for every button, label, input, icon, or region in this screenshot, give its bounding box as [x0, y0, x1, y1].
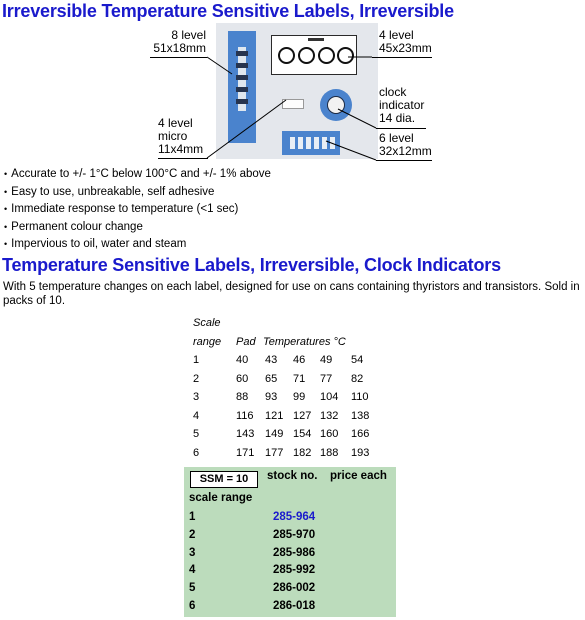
callout-clock: clock indicator 14 dia. — [379, 85, 425, 125]
callout-leader-lines — [0, 0, 585, 165]
stock-number: 285-992 — [273, 564, 316, 577]
pad-header: Pad — [236, 336, 256, 348]
temperature-cell: 143 — [236, 428, 255, 440]
list-item: • Immediate response to temperature (<1 sec) — [4, 201, 271, 219]
order-range-cell: 5 — [189, 582, 196, 595]
temperature-cell: 127 — [293, 409, 312, 422]
temperature-cell: 188 — [320, 446, 339, 459]
temperature-cell: 40 — [236, 354, 249, 366]
temperature-cell: 54 — [351, 354, 364, 366]
temperature-cell: 104 — [320, 391, 339, 403]
temperature-cell: 116 — [236, 409, 254, 422]
stock-header: stock no. — [267, 470, 318, 482]
temperature-cell: 93 — [265, 391, 278, 403]
range-header: scale range — [189, 492, 253, 504]
list-item: • Easy to use, unbreakable, self adhesive — [4, 184, 271, 202]
stock-number: 285-970 — [273, 528, 316, 541]
temperature-cell: 121 — [265, 409, 284, 422]
order-range-cell: 3 — [189, 546, 196, 559]
temperature-cell: 46 — [293, 354, 306, 366]
scale-range-cell: 5 — [193, 428, 200, 440]
callout-four-level: 4 level 45x23mm — [379, 28, 432, 55]
stock-number: 286-018 — [273, 600, 316, 612]
price-header: price each — [330, 470, 387, 482]
feature-list — [4, 166, 271, 254]
scale-range-cell: 4 — [193, 409, 200, 422]
scale-range-cell: 1 — [193, 354, 200, 366]
temperature-cell: 82 — [351, 372, 364, 385]
temperature-cell: 182 — [293, 446, 312, 459]
temperature-cell: 177 — [265, 446, 284, 459]
temperature-cell: 65 — [265, 372, 278, 385]
temperature-cell: 166 — [351, 428, 370, 440]
section-title: Temperature Sensitive Labels, Irreversible, Clock Indicators — [2, 255, 501, 275]
list-item: • Permanent colour change — [4, 219, 271, 237]
temperature-cell: 132 — [320, 409, 339, 422]
order-range-cell: 6 — [189, 600, 196, 612]
ssm-badge: SSM = 10 — [190, 471, 258, 488]
temperature-cell: 110 — [351, 391, 369, 403]
callout-six-level: 6 level 32x12mm — [379, 131, 432, 158]
stock-number: 285-986 — [273, 546, 316, 559]
temps-header: Temperatures °C — [263, 336, 346, 348]
callout-micro: 4 level micro 11x4mm — [158, 116, 204, 156]
temperature-cell: 77 — [320, 372, 333, 385]
intro-text: With 5 temperature changes on each label, designed for use on cans containing thyristors and transistors. Sold in packs of 10. — [3, 281, 580, 307]
temperature-cell: 88 — [236, 391, 249, 403]
stock-number-link[interactable]: 285-964 — [273, 511, 316, 523]
order-range-cell: 2 — [189, 528, 196, 541]
range-header: range — [193, 336, 222, 348]
stock-number: 286-002 — [273, 582, 316, 595]
temperature-cell: 193 — [351, 446, 370, 459]
temperature-cell: 154 — [293, 428, 312, 440]
callout-eight-level: 8 level 51x18mm — [153, 28, 206, 55]
temperature-cell: 43 — [265, 354, 278, 366]
list-item: • Impervious to oil, water and steam — [4, 236, 271, 254]
temperature-cell: 138 — [351, 409, 370, 422]
list-item: • Accurate to +/- 1°C below 100°C and +/- 1% above — [4, 166, 271, 184]
order-panel — [184, 465, 396, 617]
scale-range-cell: 3 — [193, 391, 200, 403]
temperature-cell: 160 — [320, 428, 339, 440]
temperature-cell: 99 — [293, 391, 306, 403]
temperature-cell: 171 — [236, 446, 255, 459]
order-range-cell: 4 — [189, 564, 196, 577]
temperature-cell: 71 — [293, 372, 306, 385]
page-title: Irreversible Temperature Sensitive Labels, Irreversible — [2, 1, 454, 21]
temperature-cell: 49 — [320, 354, 333, 366]
order-range-cell: 1 — [189, 511, 196, 523]
scale-range-cell: 6 — [193, 446, 200, 459]
scale-header: Scale — [193, 317, 221, 329]
scale-range-cell: 2 — [193, 372, 200, 385]
temperature-cell: 60 — [236, 372, 249, 385]
temperature-cell: 149 — [265, 428, 284, 440]
